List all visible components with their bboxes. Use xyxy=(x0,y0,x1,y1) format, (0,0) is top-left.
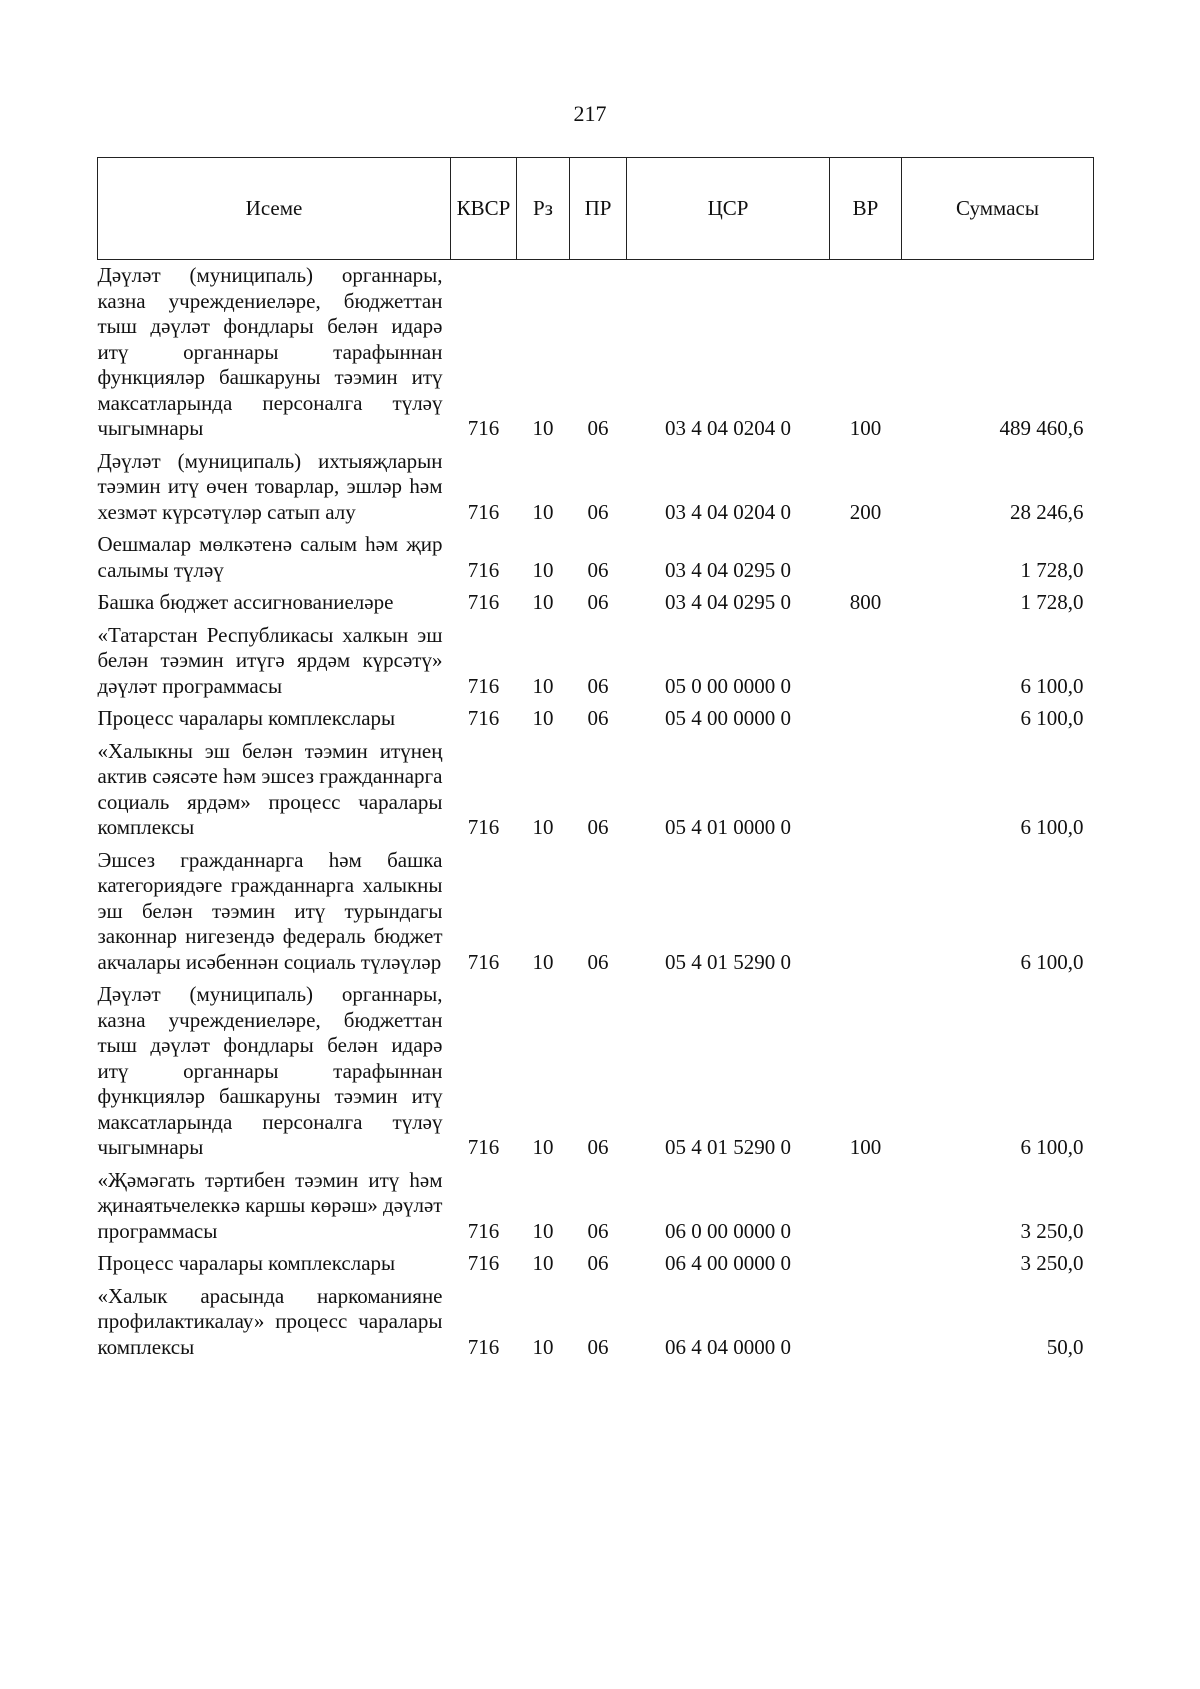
table-row xyxy=(98,1248,1094,1281)
row-name: Процесс чаралары комплекслары xyxy=(97,706,396,730)
table-row xyxy=(98,845,1094,980)
row-name: «Татарстан Республикасы халкын эш белән тәэмин итүгә ярдәм күрсәтү» дәүләт программасы xyxy=(97,622,443,698)
page-number: 217 xyxy=(573,101,607,126)
row-name: «Җәмәгать тәртибен тәэмин итү һәм җинаятьчелеккә каршы көрәш» дәүләт программасы xyxy=(97,1167,443,1243)
header-pr: ПР xyxy=(570,158,627,260)
row-name: Башка бюджет ассигнованиеләре xyxy=(97,590,394,614)
row-kvsr: 716 xyxy=(467,557,500,582)
row-csr: 05 4 00 0000 0 xyxy=(665,706,791,730)
table-row xyxy=(98,1165,1094,1249)
row-name: «Халыкны эш белән тәэмин итүнең актив сәясәте һәм эшсез гражданнарга социаль ярдәм» процесс чаралары комплексы xyxy=(97,738,443,839)
row-csr: 06 0 00 0000 0 xyxy=(665,1218,791,1243)
row-vr xyxy=(830,703,902,736)
row-sum: 1 728,0 xyxy=(1020,590,1084,614)
row-name: Процесс чаралары комплекслары xyxy=(97,1251,396,1275)
row-pr: 06 xyxy=(587,1334,609,1359)
row-csr: 03 4 04 0204 0 xyxy=(665,499,791,524)
row-kvsr: 716 xyxy=(467,1334,500,1359)
row-rz: 10 xyxy=(532,706,554,730)
table-row xyxy=(98,620,1094,704)
row-pr: 06 xyxy=(587,1251,609,1275)
row-csr: 06 4 04 0000 0 xyxy=(665,1334,791,1359)
row-csr: 03 4 04 0295 0 xyxy=(665,557,791,582)
row-sum: 28 246,6 xyxy=(1010,499,1084,524)
row-pr: 06 xyxy=(587,949,609,974)
row-csr: 05 4 01 5290 0 xyxy=(665,1135,791,1159)
row-pr: 06 xyxy=(587,499,609,524)
row-kvsr: 716 xyxy=(467,1251,500,1275)
row-pr: 06 xyxy=(587,673,609,698)
row-kvsr: 716 xyxy=(467,673,500,698)
table-row xyxy=(98,587,1094,620)
table-body xyxy=(98,260,1094,1365)
row-pr: 06 xyxy=(587,590,609,614)
row-vr xyxy=(830,1248,902,1281)
row-sum: 489 460,6 xyxy=(999,416,1084,440)
row-rz: 10 xyxy=(532,673,554,698)
row-rz: 10 xyxy=(532,590,554,614)
row-sum: 3 250,0 xyxy=(1020,1251,1084,1275)
row-pr: 06 xyxy=(587,416,609,440)
row-kvsr: 716 xyxy=(467,590,500,614)
row-rz: 10 xyxy=(532,1251,554,1275)
header-kvsr: КВСР xyxy=(451,158,517,260)
table-row xyxy=(98,736,1094,845)
row-sum: 6 100,0 xyxy=(1020,706,1084,730)
table-header xyxy=(98,158,1094,260)
table-row xyxy=(98,703,1094,736)
table-row xyxy=(98,529,1094,587)
row-sum: 6 100,0 xyxy=(1020,815,1084,839)
row-csr: 05 4 01 5290 0 xyxy=(665,949,791,974)
header-rz: Рз xyxy=(517,158,570,260)
row-rz: 10 xyxy=(532,815,554,839)
row-vr xyxy=(830,845,902,980)
row-rz: 10 xyxy=(532,1135,554,1159)
row-vr xyxy=(830,1165,902,1249)
row-vr: 100 xyxy=(849,416,882,440)
row-vr xyxy=(830,529,902,587)
row-sum: 1 728,0 xyxy=(1020,557,1084,582)
header-csr: ЦСР xyxy=(627,158,830,260)
row-sum: 3 250,0 xyxy=(1020,1218,1084,1243)
row-name: Дәүләт (муниципаль) органнары, казна учреждениеләре, бюджеттан тыш дәүләт фондлары белән идарә итү органнары тарафыннан функцияләр башкаруны тәэмин итү максатларында персоналга түләү чыгымнары xyxy=(97,982,443,1159)
row-kvsr: 716 xyxy=(467,499,500,524)
row-name: Дәүләт (муниципаль) ихтыяҗларын тәэмин итү өчен товарлар, эшләр һәм хезмәт күрсәтүләр сатып алу xyxy=(97,448,443,524)
row-name: Дәүләт (муниципаль) органнары, казна учреждениеләре, бюджеттан тыш дәүләт фондлары белән идарә итү органнары тарафыннан функцияләр башкаруны тәэмин итү максатларында персоналга түләү чыгымнары xyxy=(97,263,443,440)
row-vr xyxy=(830,736,902,845)
table-row xyxy=(98,446,1094,530)
table-row xyxy=(98,979,1094,1165)
row-rz: 10 xyxy=(532,1218,554,1243)
row-sum: 6 100,0 xyxy=(1020,673,1084,698)
header-vr: ВР xyxy=(830,158,902,260)
row-sum: 6 100,0 xyxy=(1020,1135,1084,1159)
row-kvsr: 716 xyxy=(467,1135,500,1159)
row-csr: 03 4 04 0204 0 xyxy=(665,416,791,440)
row-rz: 10 xyxy=(532,557,554,582)
row-csr: 06 4 00 0000 0 xyxy=(665,1251,791,1275)
header-sum: Суммасы xyxy=(902,158,1094,260)
row-csr: 03 4 04 0295 0 xyxy=(665,590,791,614)
header-name: Исеме xyxy=(98,158,451,260)
row-name: Оешмалар мөлкәтенә салым һәм җир салымы түләү xyxy=(97,532,443,582)
row-vr: 100 xyxy=(849,1135,882,1159)
row-name: Эшсез гражданнарга һәм башка категориядәге гражданнарга халыкны эш белән тәэмин итү турындагы законнар нигезендә федераль бюджет акчалары исәбеннән социаль түләүләр xyxy=(97,847,443,974)
row-pr: 06 xyxy=(587,1218,609,1243)
row-vr: 200 xyxy=(849,499,882,524)
row-sum: 50,0 xyxy=(1046,1334,1084,1359)
row-kvsr: 716 xyxy=(467,815,500,839)
row-csr: 05 4 01 0000 0 xyxy=(665,815,791,839)
row-rz: 10 xyxy=(532,499,554,524)
row-vr: 800 xyxy=(849,590,882,614)
row-kvsr: 716 xyxy=(467,949,500,974)
row-sum: 6 100,0 xyxy=(1020,949,1084,974)
row-kvsr: 716 xyxy=(467,416,500,440)
row-kvsr: 716 xyxy=(467,1218,500,1243)
row-pr: 06 xyxy=(587,1135,609,1159)
budget-table xyxy=(97,157,1094,1364)
row-rz: 10 xyxy=(532,949,554,974)
row-kvsr: 716 xyxy=(467,706,500,730)
row-rz: 10 xyxy=(532,416,554,440)
row-name: «Халык арасында наркоманияне профилактикалау» процесс чаралары комплексы xyxy=(97,1283,443,1359)
table-row xyxy=(98,1281,1094,1365)
row-csr: 05 0 00 0000 0 xyxy=(665,673,791,698)
row-pr: 06 xyxy=(587,815,609,839)
row-vr xyxy=(830,620,902,704)
row-vr xyxy=(830,1281,902,1365)
row-pr: 06 xyxy=(587,557,609,582)
row-pr: 06 xyxy=(587,706,609,730)
row-rz: 10 xyxy=(532,1334,554,1359)
table-row xyxy=(98,260,1094,446)
